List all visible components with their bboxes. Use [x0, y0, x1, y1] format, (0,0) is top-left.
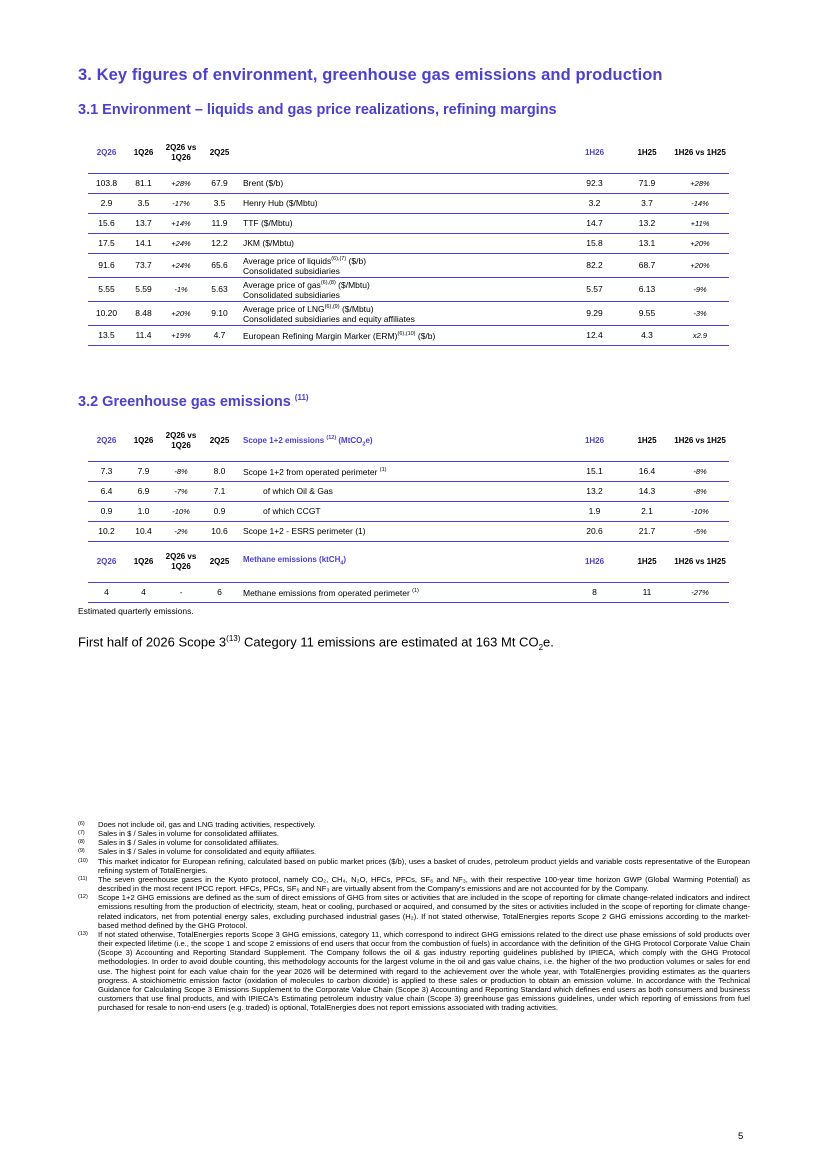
col-yoy: 1H26 vs 1H25: [674, 436, 726, 445]
table-row: [88, 326, 729, 346]
cell-label: [239, 502, 566, 522]
footnote-text: Does not include oil, gas and LNG trading activities, respectively.: [98, 820, 316, 829]
row-label: Average price of gas: [243, 280, 321, 290]
cell-2q25: 7.1: [200, 482, 239, 502]
row-footnote-ref: (1): [379, 466, 387, 473]
cell-1h26: 15.1: [566, 462, 623, 482]
col-qoq: 2Q26 vs 1Q26: [165, 552, 197, 571]
footnote-number: (12): [78, 894, 88, 901]
table-row: [88, 234, 729, 254]
table-header-row: [88, 542, 729, 583]
cell-1h26: 13.2: [566, 482, 623, 502]
footnote: [78, 829, 750, 838]
cell-2q26: 6.4: [88, 482, 125, 502]
cell-2q26: 15.6: [88, 214, 125, 234]
cell-qoq: -7%: [162, 482, 200, 502]
col-1h26: 1H26: [584, 557, 605, 566]
cell-1q26: 13.7: [125, 214, 162, 234]
cell-1h26: 15.8: [566, 234, 623, 254]
col-1q26: 1Q26: [133, 148, 154, 157]
cell-1q26: 10.4: [125, 522, 162, 542]
cell-label: Methane emissions from operated perimeter $^{(1)}$: [239, 583, 566, 603]
cell-qoq: +24%: [162, 234, 200, 254]
footnote-number: (11): [78, 875, 88, 882]
cell-qoq: +14%: [162, 214, 200, 234]
cell-label: [239, 194, 566, 214]
cell-yoy: +28%: [671, 174, 729, 194]
section-3-2-title: 3.2 Greenhouse gas emissions $^{(11)}$: [78, 393, 309, 410]
col-2q25: 2Q25: [209, 557, 230, 566]
cell-1h25: 11: [623, 583, 671, 603]
cell-1q26: 7.9: [125, 462, 162, 482]
cell-label: [239, 326, 566, 346]
footnote: [78, 847, 750, 856]
cell-1h26: 82.2: [566, 254, 623, 278]
page-number: 5: [738, 1131, 744, 1142]
cell-qoq: -17%: [162, 194, 200, 214]
cell-qoq: +19%: [162, 326, 200, 346]
cell-2q25: 3.5: [200, 194, 239, 214]
row-footnote-ref: (6),(8): [320, 280, 336, 286]
cell-1q26: 5.59: [125, 278, 162, 302]
row-label: of which CCGT: [263, 505, 321, 516]
cell-label: [239, 462, 566, 482]
cell-1q26: 11.4: [125, 326, 162, 346]
col-1h25: 1H25: [637, 557, 657, 566]
methane-emissions-table: [88, 542, 729, 603]
cell-yoy: -3%: [671, 302, 729, 326]
section-3-title: 3. Key figures of environment, greenhouse gas emissions and production: [78, 66, 663, 84]
cell-1h26: 1.9: [566, 502, 623, 522]
col-yoy: 1H26 vs 1H25: [674, 557, 726, 566]
row-label: JKM ($/Mbtu): [243, 237, 295, 248]
row-footnote-ref: (6),(10): [397, 330, 416, 337]
table-row: [88, 522, 729, 542]
price-realizations-table: [88, 133, 729, 346]
cell-1h26: 14.7: [566, 214, 623, 234]
table-row: [88, 254, 729, 278]
cell-1q26: 14.1: [125, 234, 162, 254]
cell-1q26: 6.9: [125, 482, 162, 502]
col-1h25: 1H25: [637, 148, 657, 157]
row-sublabel: Consolidated subsidiaries and equity affiliates: [243, 313, 415, 324]
cell-1h25: 14.3: [623, 482, 671, 502]
footnote-text: This market indicator for European refining, calculated based on public market prices ($/b), uses a basket of crudes, petroleum product yields and variable costs representative of the European refining system of TotalEnergies.: [98, 856, 750, 875]
cell-label: [239, 278, 566, 302]
footnote-number: (9): [78, 848, 85, 855]
col-2q26: 2Q26: [96, 557, 117, 566]
col-qoq: 2Q26 vs 1Q26: [165, 431, 197, 450]
cell-1h26: 9.29: [566, 302, 623, 326]
table-row: [88, 174, 729, 194]
table-header-row: [88, 133, 729, 174]
scope3-statement: First half of 2026 Scope 3$^{(13)}$ Category 11 emissions are estimated at 163 Mt $CO_2e$.: [78, 634, 554, 652]
footnote-text: The seven greenhouse gases in the Kyoto protocol, namely CO₂, CH₄, N₂O, HFCs, PFCs, SF₆ and NF₃, with their respective 100-year time horizon GWP (Global Warming Potential) as described in the most recent IPCC report. HFCs, PFCs, SF₆ and NF₃ are virtually absent from the Company's emissions and are not accounted for by the Company.: [98, 874, 750, 894]
col-qoq: 2Q26 vs 1Q26: [165, 143, 197, 162]
footnote: [78, 893, 750, 930]
row-label: European Refining Margin Marker (ERM): [243, 330, 398, 341]
cell-2q26: 10.20: [88, 302, 125, 326]
cell-1q26: 1.0: [125, 502, 162, 522]
cell-2q26: 5.55: [88, 278, 125, 302]
cell-2q25: 67.9: [200, 174, 239, 194]
row-label: Scope 1+2 from operated perimeter: [243, 466, 380, 477]
cell-2q25: 5.63: [200, 278, 239, 302]
col-1q26: 1Q26: [133, 557, 154, 566]
col-2q25: 2Q25: [209, 436, 230, 445]
footnote-number: (7): [78, 830, 85, 837]
cell-1q26: 81.1: [125, 174, 162, 194]
footnote-number: (8): [78, 839, 85, 846]
cell-2q26: 4: [88, 583, 125, 603]
row-unit: ($/Mbtu): [339, 304, 374, 314]
cell-label: [239, 254, 566, 278]
footnote-number: (6): [78, 821, 85, 827]
cell-1h25: 4.3: [623, 326, 671, 346]
table-row: [88, 462, 729, 482]
row-label: TTF ($/Mbtu): [243, 217, 293, 228]
cell-1q26: 73.7: [125, 254, 162, 278]
cell-1h26: 20.6: [566, 522, 623, 542]
row-unit: ($/b): [346, 256, 367, 266]
cell-2q25: 65.6: [200, 254, 239, 278]
cell-2q25: 8.0: [200, 462, 239, 482]
cell-label: [239, 234, 566, 254]
scope12-emissions-table: [88, 421, 729, 542]
cell-qoq: -10%: [162, 502, 200, 522]
cell-1h26: 8: [566, 583, 623, 603]
row-label: of which Oil & Gas: [263, 485, 333, 496]
section-3-1-title: 3.1 Environment – liquids and gas price realizations, refining margins: [78, 102, 557, 118]
cell-yoy: -9%: [671, 278, 729, 302]
cell-2q26: 7.3: [88, 462, 125, 482]
cell-1q26: 8.48: [125, 302, 162, 326]
cell-1h25: 71.9: [623, 174, 671, 194]
cell-2q25: 10.6: [200, 522, 239, 542]
cell-1h25: 13.1: [623, 234, 671, 254]
cell-yoy: -14%: [671, 194, 729, 214]
col-label: [239, 133, 566, 174]
cell-yoy: -8%: [671, 462, 729, 482]
footnote-text: Scope 1+2 GHG emissions are defined as the sum of direct emissions of GHG from sites or activities that are included in the scope of reporting for climate change-related indicators and indirect emissions resulting from the production of electricity, steam, heat or cooling, purchased or acquired, and consumed by the sites or activities included in the scope of reporting for climate change-related indicators, net from potential energy sales, excluding purchased industrial gases (H₂). If not stated otherwise, TotalEnergies reports Scope 2 GHG emissions according to the market-based method defined by the GHG Protocol.: [98, 893, 750, 930]
row-sublabel: Consolidated subsidiaries: [243, 289, 340, 300]
cell-2q25: 0.9: [200, 502, 239, 522]
cell-yoy: -5%: [671, 522, 729, 542]
footnote-text: If not stated otherwise, TotalEnergies reports Scope 3 GHG emissions, category 11, which correspond to indirect GHG emissions related to the direct use phase emissions of sold products over their expected lifetime (i.e., the scope 1 and scope 2 emissions of end users that occur from the combustion of fuels) in accordance with the definition of the GHG Protocol Corporate Value Chain (Scope 3) Accounting and Reporting Standard Supplement. The Company follows the oil & gas industry reporting guidelines published by IPIECA, which comply with the GHG Protocol methodologies. In order to avoid double counting, this methodology accounts for the largest volume in the oil and gas value chains, i.e. the higher of the two production volumes or sales for end use. The highest point for each value chain for the year 2026 will be determined with regard to the achievement over the whole year, with TotalEnergies providing estimates as the quarters progress. A stoichiometric emission factor (oxidation of molecules to carbon dioxide) is applied to these sales or production to obtain an emission volume. In accordance with the Technical Guidance for Calculating Scope 3 Emissions Supplement to the Corporate Value Chain (Scope 3) Accounting and Reporting Standard which defines end users as both consumers and business customers that use final products, and with IPIECA's Estimating petroleum industry value chain (Scope 3) greenhouse gas emissions guidelines, under which reporting of emissions from fuel purchased for resale to non-end users (e.g. traded) is optional, TotalEnergies does not report emissions associated with trading activities.: [98, 929, 750, 1013]
cell-2q26: 103.8: [88, 174, 125, 194]
cell-1h25: 9.55: [623, 302, 671, 326]
col-yoy: 1H26 vs 1H25: [674, 148, 726, 157]
row-footnote-ref: (6),(7): [331, 256, 347, 262]
cell-2q25: 4.7: [200, 326, 239, 346]
footnote: [78, 875, 750, 893]
cell-qoq: +20%: [162, 302, 200, 326]
cell-2q25: 12.2: [200, 234, 239, 254]
col-label-methane: Methane emissions (ktCH$_4$): [243, 555, 347, 567]
row-label: Average price of liquids: [243, 256, 332, 266]
cell-1h25: 16.4: [623, 462, 671, 482]
cell-1h25: 3.7: [623, 194, 671, 214]
cell-1h25: 68.7: [623, 254, 671, 278]
cell-yoy: x2.9: [671, 326, 729, 346]
cell-yoy: +20%: [671, 254, 729, 278]
cell-2q25: 11.9: [200, 214, 239, 234]
cell-qoq: -1%: [162, 278, 200, 302]
table-row: [88, 278, 729, 302]
col-2q26: 2Q26: [96, 148, 117, 157]
cell-2q26: 2.9: [88, 194, 125, 214]
cell-label: [239, 522, 566, 542]
cell-yoy: -27%: [671, 583, 729, 603]
cell-2q26: 10.2: [88, 522, 125, 542]
col-1h25: 1H25: [637, 436, 657, 445]
cell-yoy: +11%: [671, 214, 729, 234]
table-row: [88, 583, 729, 603]
cell-label: [239, 482, 566, 502]
table-header-row: [88, 421, 729, 462]
cell-1h25: 6.13: [623, 278, 671, 302]
row-label: Scope 1+2 - ESRS perimeter (1): [243, 525, 366, 536]
cell-2q26: 91.6: [88, 254, 125, 278]
cell-2q26: 0.9: [88, 502, 125, 522]
table-row: [88, 194, 729, 214]
footnote: [78, 930, 750, 1012]
footnotes: [78, 820, 750, 1012]
row-label: Henry Hub ($/Mbtu): [243, 197, 318, 208]
footnote-number: (10): [78, 857, 88, 864]
cell-1h26: 92.3: [566, 174, 623, 194]
col-1h26: 1H26: [584, 436, 605, 445]
cell-1h25: 13.2: [623, 214, 671, 234]
cell-2q25: 9.10: [200, 302, 239, 326]
row-unit: ($/b): [415, 330, 436, 341]
row-unit: ($/Mbtu): [335, 280, 370, 290]
table-row: [88, 502, 729, 522]
cell-1h26: 12.4: [566, 326, 623, 346]
col-1h26: 1H26: [584, 148, 605, 157]
col-2q25: 2Q25: [209, 148, 230, 157]
col-2q26: 2Q26: [96, 436, 117, 445]
cell-2q25: 6: [200, 583, 239, 603]
cell-1q26: 3.5: [125, 194, 162, 214]
cell-yoy: +20%: [671, 234, 729, 254]
cell-label: [239, 174, 566, 194]
table-row: [88, 214, 729, 234]
cell-qoq: +24%: [162, 254, 200, 278]
row-footnote-ref: (6),(9): [324, 304, 340, 310]
cell-1h25: 2.1: [623, 502, 671, 522]
cell-2q26: 17.5: [88, 234, 125, 254]
cell-qoq: -: [162, 583, 200, 603]
cell-1h26: 3.2: [566, 194, 623, 214]
cell-qoq: -2%: [162, 522, 200, 542]
col-label-scope12: Scope 1+2 emissions $^{(12)}$ (MtCO$_2$e): [243, 434, 373, 448]
estimate-note: Estimated quarterly emissions.: [78, 606, 194, 616]
footnote: [78, 820, 750, 829]
col-1q26: 1Q26: [133, 436, 154, 445]
footnote-text: Sales in $ / Sales in volume for consolidated and equity affiliates.: [98, 847, 317, 857]
footnote-text: Sales in $ / Sales in volume for consolidated affiliates.: [98, 838, 279, 848]
cell-yoy: -8%: [671, 482, 729, 502]
cell-qoq: +28%: [162, 174, 200, 194]
table-row: [88, 302, 729, 326]
row-sublabel: Consolidated subsidiaries: [243, 265, 340, 276]
footnote: [78, 857, 750, 875]
row-label: Brent ($/b): [243, 177, 284, 188]
cell-label: [239, 302, 566, 326]
cell-qoq: -8%: [162, 462, 200, 482]
cell-2q26: 13.5: [88, 326, 125, 346]
table-row: [88, 482, 729, 502]
cell-1h26: 5.57: [566, 278, 623, 302]
footnote-text: Sales in $ / Sales in volume for consolidated affiliates.: [98, 829, 279, 839]
cell-1q26: 4: [125, 583, 162, 603]
cell-label: [239, 214, 566, 234]
footnote-number: (13): [78, 930, 88, 937]
row-label: Average price of LNG: [243, 304, 325, 314]
cell-yoy: -10%: [671, 502, 729, 522]
cell-1h25: 21.7: [623, 522, 671, 542]
footnote: [78, 838, 750, 847]
